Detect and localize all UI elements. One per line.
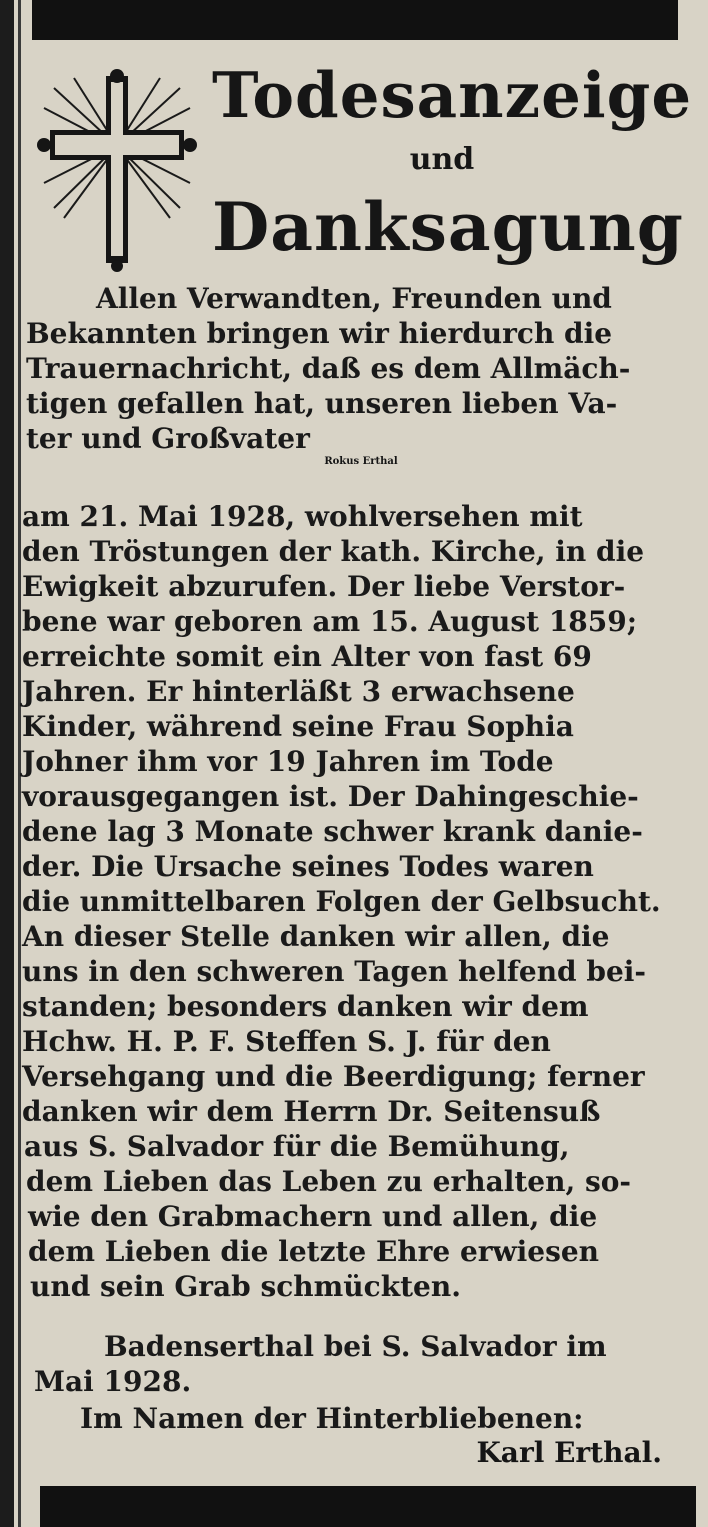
body-line: Hchw. H. P. F. Steffen S. J. für den	[22, 1025, 551, 1058]
left-border-rule	[18, 0, 21, 1527]
body-line: Johner ihm vor 19 Jahren im Tode	[22, 745, 554, 778]
body-line: dene lag 3 Monate schwer krank danie-	[22, 815, 643, 848]
title-conjunction: und	[409, 142, 475, 177]
body-line: Ewigkeit abzurufen. Der liebe Verstor-	[22, 570, 626, 603]
title-todesanzeige: Todesanzeige	[212, 58, 693, 132]
body-line: bene war geboren am 15. August 1859;	[22, 605, 638, 638]
on-behalf-line: Im Namen der Hinterbliebenen:	[80, 1402, 584, 1435]
bottom-black-bar	[40, 1486, 696, 1527]
body-line: am 21. Mai 1928, wohlversehen mit	[22, 500, 583, 533]
intro-line: Bekannten bringen wir hierdurch die	[26, 317, 613, 350]
top-black-bar	[32, 0, 678, 40]
body-line: Kinder, während seine Frau Sophia	[22, 710, 574, 743]
body-line: dem Lieben die letzte Ehre erwiesen	[28, 1235, 600, 1268]
place-line: Badenserthal bei S. Salvador im	[104, 1330, 607, 1363]
body-line: vorausgegangen ist. Der Dahingeschie-	[22, 780, 639, 813]
cross-with-rays-icon	[34, 68, 200, 273]
body-line: danken wir dem Herrn Dr. Seitensuß	[22, 1095, 601, 1128]
body-line: Versehgang und die Beerdigung; ferner	[22, 1060, 645, 1093]
body-line: die unmittelbaren Folgen der Gelbsucht.	[22, 885, 661, 918]
body-line: den Tröstungen der kath. Kirche, in die	[22, 535, 645, 568]
signer-name: Karl Erthal.	[476, 1436, 662, 1469]
body-line: wie den Grabmachern und allen, die	[28, 1200, 598, 1233]
body-line: Jahren. Er hinterläßt 3 erwachsene	[22, 675, 575, 708]
body-line: erreichte somit ein Alter von fast 69	[22, 640, 592, 673]
body-line: uns in den schweren Tagen helfend bei-	[22, 955, 647, 988]
intro-line: Trauernachricht, daß es dem Allmäch-	[26, 352, 631, 385]
body-line: An dieser Stelle danken wir allen, die	[22, 920, 610, 953]
body-line: und sein Grab schmückten.	[30, 1270, 461, 1303]
body-line: dem Lieben das Leben zu erhalten, so-	[26, 1165, 632, 1198]
newspaper-clipping	[14, 0, 708, 1527]
intro-line: tigen gefallen hat, unseren lieben Va-	[26, 387, 618, 420]
body-line: aus S. Salvador für die Bemühung,	[24, 1130, 570, 1163]
deceased-name: Rokus Erthal	[324, 456, 398, 467]
date-line: Mai 1928.	[34, 1365, 192, 1398]
intro-line: ter und Großvater	[26, 422, 310, 455]
title-danksagung: Danksagung	[212, 188, 684, 266]
body-line: standen; besonders danken wir dem	[22, 990, 589, 1023]
body-line: der. Die Ursache seines Todes waren	[22, 850, 594, 883]
intro-line: Allen Verwandten, Freunden und	[96, 282, 612, 315]
